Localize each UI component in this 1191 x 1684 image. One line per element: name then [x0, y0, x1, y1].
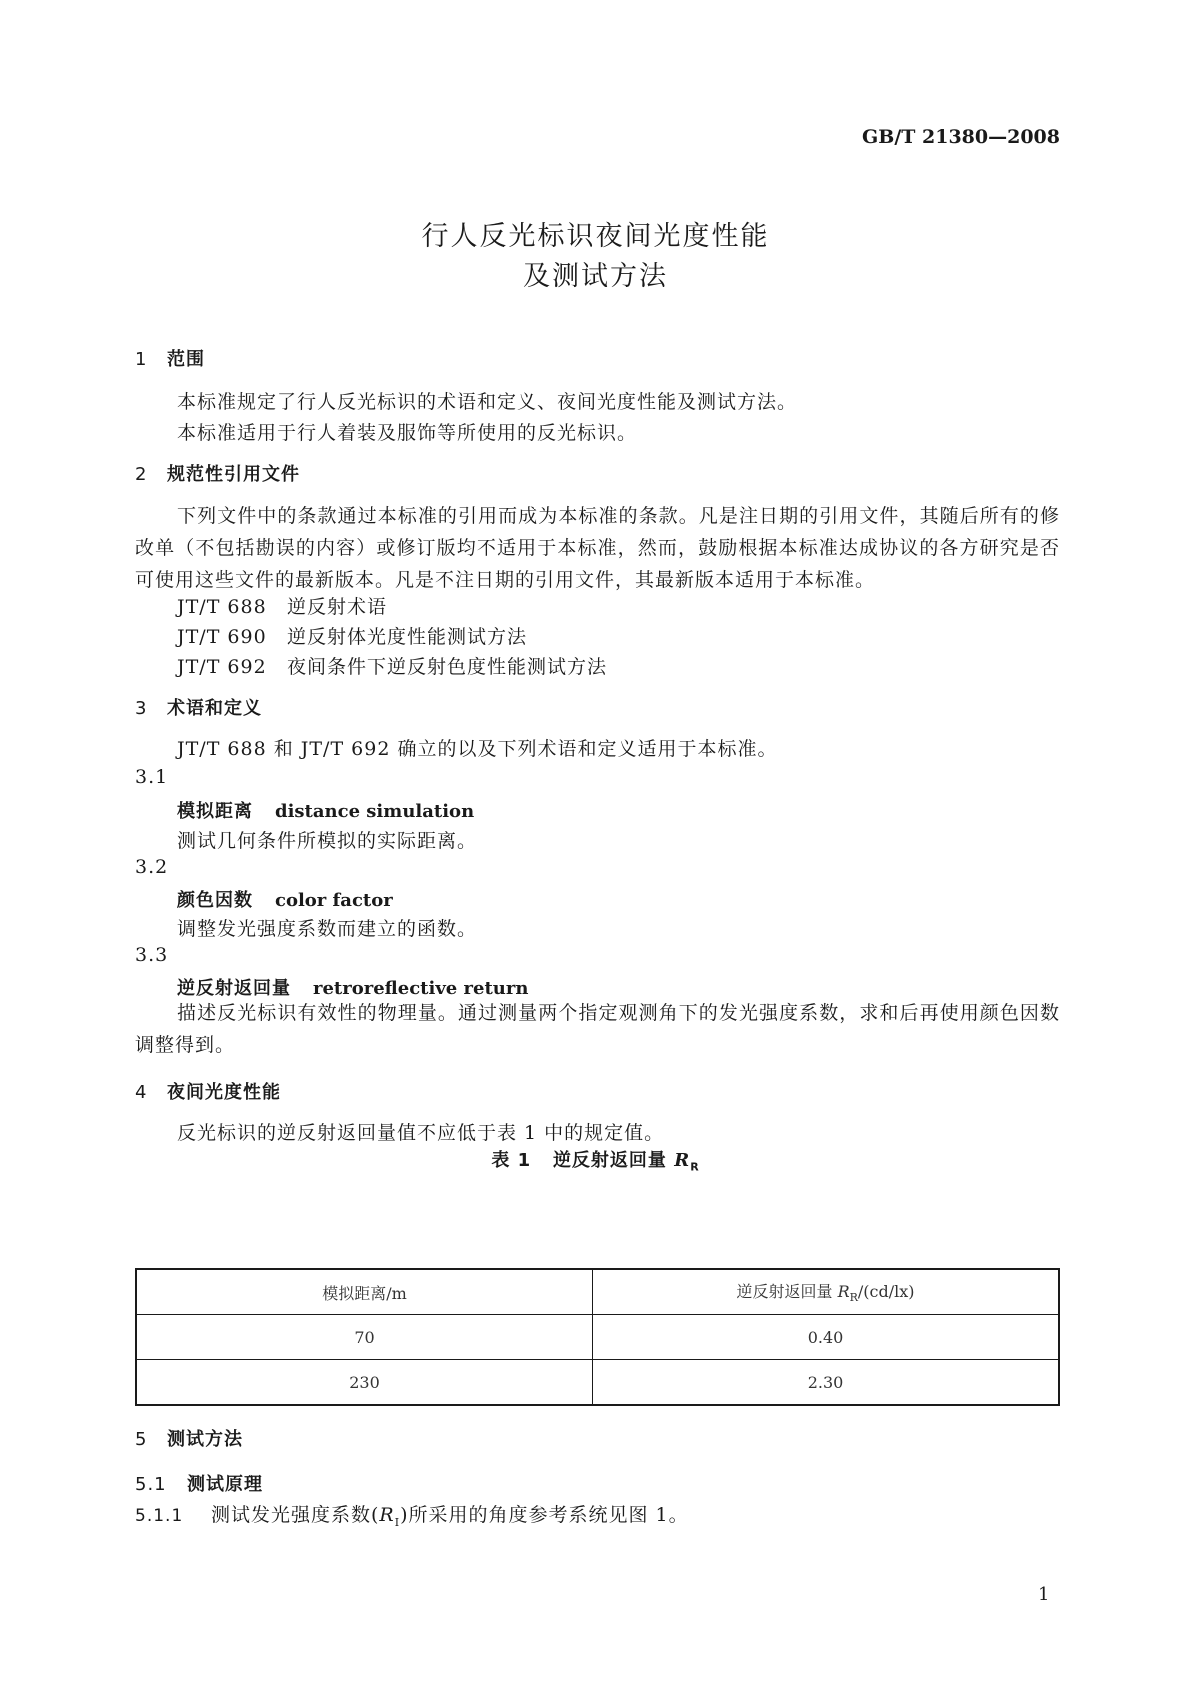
section-title: 测试方法	[167, 1429, 243, 1450]
scope-paragraph-2: 本标准适用于行人着装及服饰等所使用的反光标识。	[177, 422, 638, 444]
section-4-heading	[135, 1078, 281, 1104]
clause-5-1-1	[135, 1500, 689, 1529]
page-number: 1	[1038, 1584, 1050, 1605]
subsection-5-1-heading	[135, 1470, 263, 1496]
section-title: 范围	[167, 349, 205, 370]
section-number: 2	[135, 464, 148, 485]
reference-item	[177, 592, 387, 619]
clause-text-pre: 测试发光强度系数(	[211, 1504, 380, 1526]
subsection-title: 测试原理	[187, 1474, 263, 1495]
section-title: 术语和定义	[167, 698, 262, 719]
section-5-heading	[135, 1425, 243, 1451]
clause-symbol: R	[379, 1504, 395, 1526]
document-title-line2: 及测试方法	[523, 261, 668, 292]
term-definition: 测试几何条件所模拟的实际距离。	[177, 830, 478, 852]
table-title-subscript: R	[690, 1160, 700, 1174]
clause-number: 5.1.1	[135, 1506, 184, 1526]
normative-references-paragraph: 下列文件中的条款通过本标准的引用而成为本标准的条款。凡是注日期的引用文件，其随后所有的修改单（不包括勘误的内容）或修订版均不适用于本标准，然而，鼓励根据本标准达成协议的各方研究是否可使用这些文件的最新版本。凡是不注日期的引用文件，其最新版本适用于本标准。	[135, 505, 1060, 591]
term-english: retroreflective return	[313, 978, 529, 999]
document-title-line1: 行人反光标识夜间光度性能	[421, 221, 770, 252]
table-caption	[0, 1146, 1191, 1174]
subsection-number: 5.1	[135, 1474, 167, 1495]
term-definition: 调整发光强度系数而建立的函数。	[177, 918, 478, 940]
term-number: 3.1	[135, 766, 169, 788]
photometric-requirement: 反光标识的逆反射返回量值不应低于表 1 中的规定值。	[177, 1122, 665, 1144]
return-value-cell: 2.30	[593, 1360, 1060, 1406]
terms-intro: JT/T 688 和 JT/T 692 确立的以及下列术语和定义适用于本标准。	[177, 738, 778, 760]
retroreflective-return-table	[135, 1268, 1060, 1406]
section-1-heading	[135, 345, 205, 371]
reference-title: 夜间条件下逆反射色度性能测试方法	[287, 656, 608, 678]
table-row	[136, 1315, 1059, 1360]
table-header-row	[136, 1269, 1059, 1315]
distance-cell: 70	[136, 1315, 593, 1360]
term-chinese: 颜色因数	[177, 890, 253, 911]
term-heading	[177, 886, 393, 912]
section-title: 规范性引用文件	[167, 464, 300, 485]
term-chinese: 模拟距离	[177, 801, 253, 822]
reference-title: 逆反射体光度性能测试方法	[287, 626, 528, 648]
term-heading	[177, 797, 474, 823]
standard-number: GB/T 21380—2008	[862, 126, 1060, 148]
term-number: 3.3	[135, 944, 169, 966]
table-label: 表 1	[491, 1150, 532, 1171]
section-title: 夜间光度性能	[167, 1082, 281, 1103]
distance-cell: 230	[136, 1360, 593, 1406]
table-row	[136, 1360, 1059, 1406]
return-value-cell: 0.40	[593, 1315, 1060, 1360]
scope-paragraph-1: 本标准规定了行人反光标识的术语和定义、夜间光度性能及测试方法。	[177, 391, 798, 413]
reference-code: JT/T 692	[177, 656, 267, 678]
section-number: 4	[135, 1082, 148, 1103]
reference-code: JT/T 690	[177, 626, 267, 648]
column-header-distance: 模拟距离/m	[136, 1269, 593, 1315]
column-header-return: 逆反射返回量 $R_R/(cd/lx)$	[593, 1269, 1060, 1315]
section-2-heading	[135, 460, 300, 486]
term-definition: 描述反光标识有效性的物理量。通过测量两个指定观测角下的发光强度系数，求和后再使用颜色因数调整得到。	[135, 1002, 1060, 1056]
term-english: distance simulation	[275, 801, 475, 822]
section-number: 3	[135, 698, 148, 719]
term-chinese: 逆反射返回量	[177, 978, 291, 999]
term-number: 3.2	[135, 856, 169, 878]
reference-item	[177, 652, 607, 679]
table-title-symbol: R	[674, 1150, 691, 1171]
clause-text-post: )所采用的角度参考系统见图 1。	[400, 1504, 689, 1526]
section-number: 1	[135, 349, 148, 370]
reference-title: 逆反射术语	[287, 596, 388, 618]
section-number: 5	[135, 1429, 148, 1450]
table-title: 逆反射返回量	[552, 1150, 667, 1171]
section-3-heading	[135, 694, 262, 720]
reference-item	[177, 622, 527, 649]
term-english: color factor	[275, 890, 393, 911]
clause-subscript: I	[394, 1515, 401, 1529]
reference-code: JT/T 688	[177, 596, 267, 618]
